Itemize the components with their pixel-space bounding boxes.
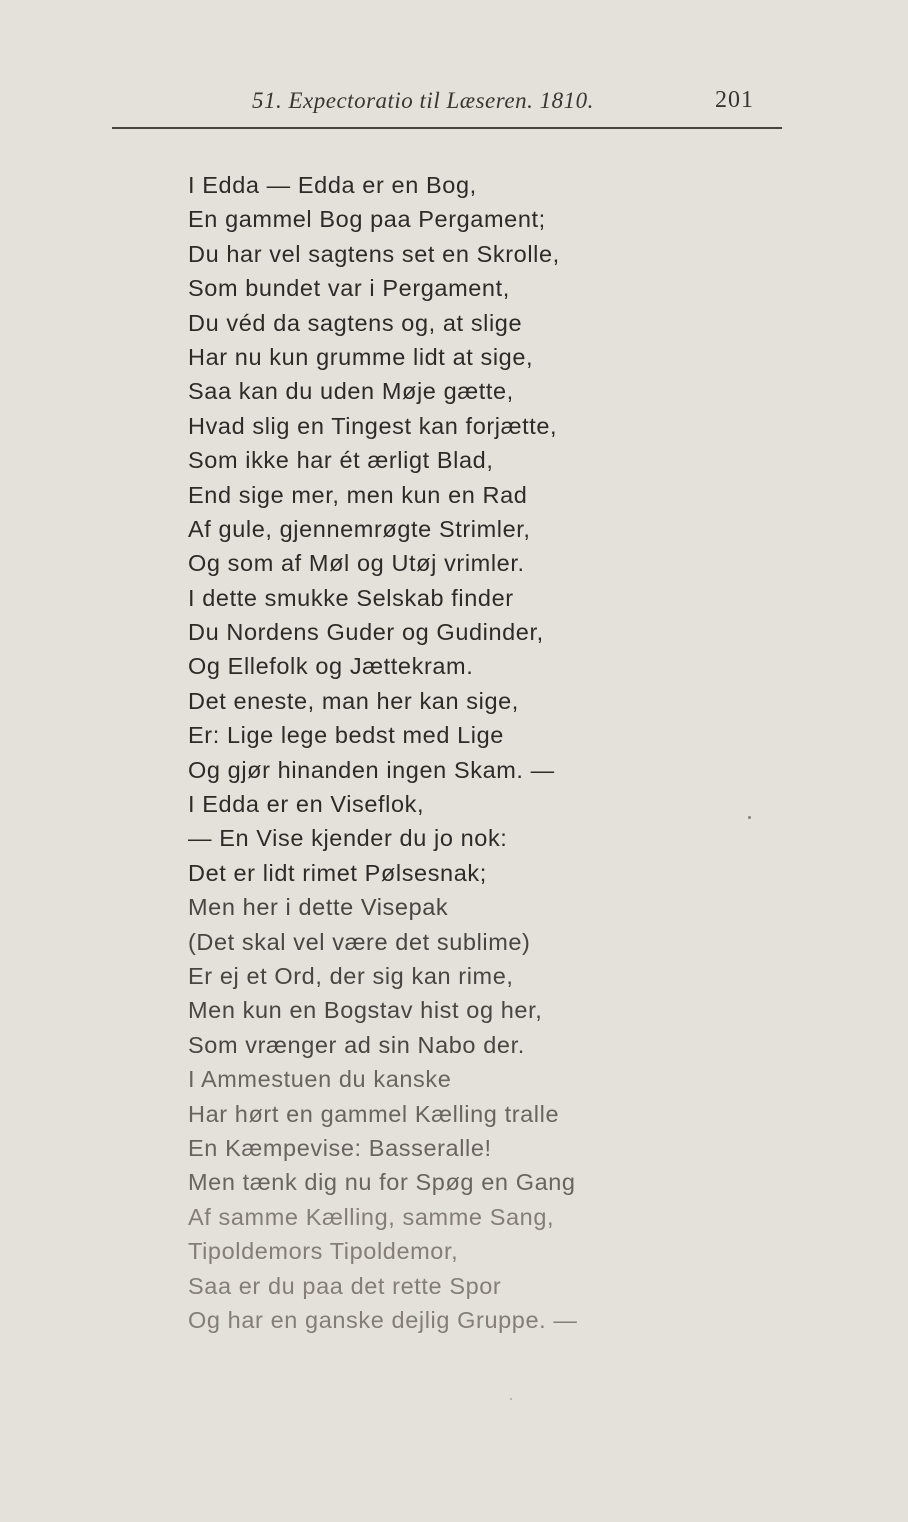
poem-line: Hvad slig en Tingest kan forjætte,: [188, 412, 558, 439]
poem-line: Men her i dette Visepak: [188, 894, 449, 921]
poem-line: Af gule, gjennemrøgte Strimler,: [188, 515, 531, 542]
poem-line: En gammel Bog paa Pergament;: [188, 206, 546, 233]
poem-line: En Kæmpevise: Basseralle!: [188, 1134, 492, 1161]
poem-line: Har nu kun grumme lidt at sige,: [188, 343, 534, 370]
poem-line: End sige mer, men kun en Rad: [188, 481, 528, 508]
poem-line: — En Vise kjender du jo nok:: [188, 825, 508, 852]
poem-line: Det er lidt rimet Pølsesnak;: [188, 859, 487, 886]
poem-line: Er: Lige lege bedst med Lige: [188, 722, 504, 749]
poem-line: Saa kan du uden Møje gætte,: [188, 378, 514, 405]
poem-line: Og har en ganske dejlig Gruppe. —: [188, 1306, 578, 1333]
poem-line: Er ej et Ord, der sig kan rime,: [188, 962, 514, 989]
poem-line: Du Nordens Guder og Gudinder,: [188, 619, 544, 646]
poem-line: Men kun en Bogstav hist og her,: [188, 997, 543, 1024]
poem-line: I Edda — Edda er en Bog,: [188, 172, 477, 198]
poem-text: [188, 168, 578, 1337]
poem-line: I dette smukke Selskab finder: [188, 584, 514, 611]
page-number: 201: [715, 87, 754, 113]
poem-line: Tipoldemors Tipoldemor,: [188, 1238, 459, 1265]
paper-speck: [748, 816, 751, 819]
header-rule: [112, 127, 782, 129]
poem-line: Og gjør hinanden ingen Skam. —: [188, 756, 555, 783]
poem-line: Som vrænger ad sin Nabo der.: [188, 1031, 525, 1058]
poem-line: Du véd da sagtens og, at slige: [188, 309, 523, 336]
poem-line: Det eneste, man her kan sige,: [188, 687, 519, 714]
poem-line: Som bundet var i Pergament,: [188, 275, 510, 302]
poem-line: Men tænk dig nu for Spøg en Gang: [188, 1169, 576, 1196]
poem-line: Du har vel sagtens set en Skrolle,: [188, 240, 560, 267]
poem-line: Og Ellefolk og Jættekram.: [188, 653, 474, 680]
poem-line: Og som af Møl og Utøj vrimler.: [188, 550, 525, 577]
running-head: [112, 84, 754, 118]
running-title: 51. Expectoratio til Læseren. 1810.: [252, 88, 594, 113]
poem-line: (Det skal vel være det sublime): [188, 928, 531, 955]
poem-line: I Ammestuen du kanske: [188, 1066, 452, 1093]
poem-line: Saa er du paa det rette Spor: [188, 1272, 502, 1299]
paper-speck: [510, 1398, 512, 1400]
poem-line: I Edda er en Viseflok,: [188, 791, 425, 818]
poem-line: Har hørt en gammel Kælling tralle: [188, 1100, 560, 1127]
poem-line: Som ikke har ét ærligt Blad,: [188, 447, 494, 474]
poem-line: Af samme Kælling, samme Sang,: [188, 1203, 555, 1230]
